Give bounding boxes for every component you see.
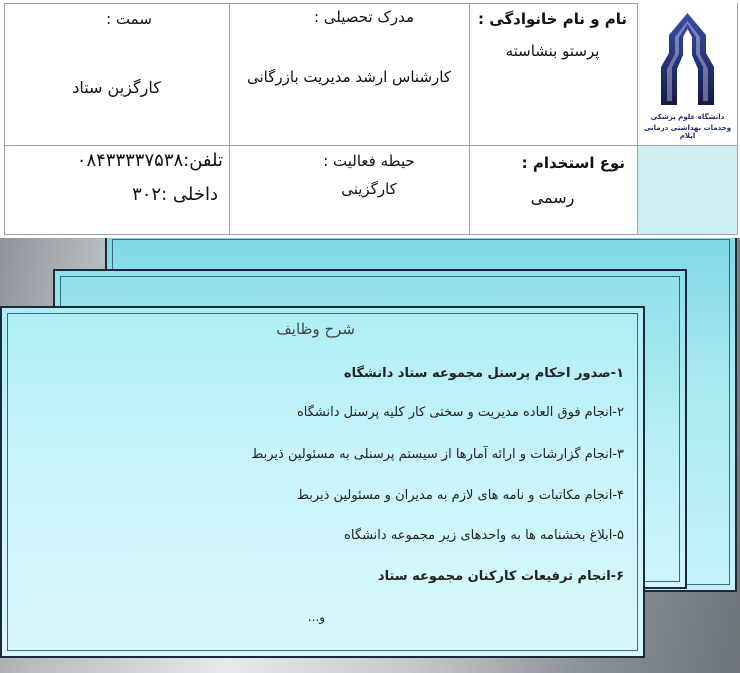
duties-title: شرح وظایف: [276, 320, 355, 338]
position-label: سمت :: [106, 10, 152, 28]
duty-item: ۵-ابلاغ بخشنامه ها به واحدهای زیر مجموعه دانشگاه: [344, 528, 624, 543]
extension-number: داخلی :۳۰۲: [132, 184, 218, 205]
phone-number: تلفن:۰۸۴۳۳۳۳۷۵۳۸: [76, 150, 223, 171]
position-value: کارگزین ستاد: [72, 78, 161, 97]
name-value: پرستو بنشاسته: [505, 42, 600, 60]
logo-text-line2: وخدمات بهداشتی درمانی ایلام: [643, 124, 732, 140]
activity-label: حیطه فعالیت :: [323, 152, 415, 170]
degree-value: کارشناس ارشد مدیریت بازرگانی: [247, 68, 451, 86]
logo-text-line1: دانشگاه علوم پزشکی: [650, 113, 725, 121]
duties-more: و...: [307, 610, 325, 624]
duty-item: ۶-انجام ترفیعات کارکنان مجموعه ستاد: [377, 569, 624, 584]
employment-value: رسمی: [530, 188, 575, 207]
degree-label: مدرک تحصیلی :: [313, 8, 415, 26]
duty-item: ۲-انجام فوق العاده مدیریت و سختی کار کلیه پرسنل دانشگاه: [296, 405, 624, 420]
duty-item: ۳-انجام گزارشات و ارائه آمارها از سیستم پرسنلی به مسئولین ذیربط: [251, 447, 624, 462]
duty-item: ۱-صدور احکام پرسنل مجموعه ستاد دانشگاه: [343, 366, 624, 381]
activity-value: کارگزینی: [341, 180, 397, 198]
employment-label: نوع استخدام :: [521, 154, 625, 172]
name-label: نام و نام خانوادگی :: [478, 10, 627, 28]
duty-item: ۴-انجام مکاتبات و نامه های لازم به مدیران و مسئولین ذیربط: [296, 488, 624, 503]
